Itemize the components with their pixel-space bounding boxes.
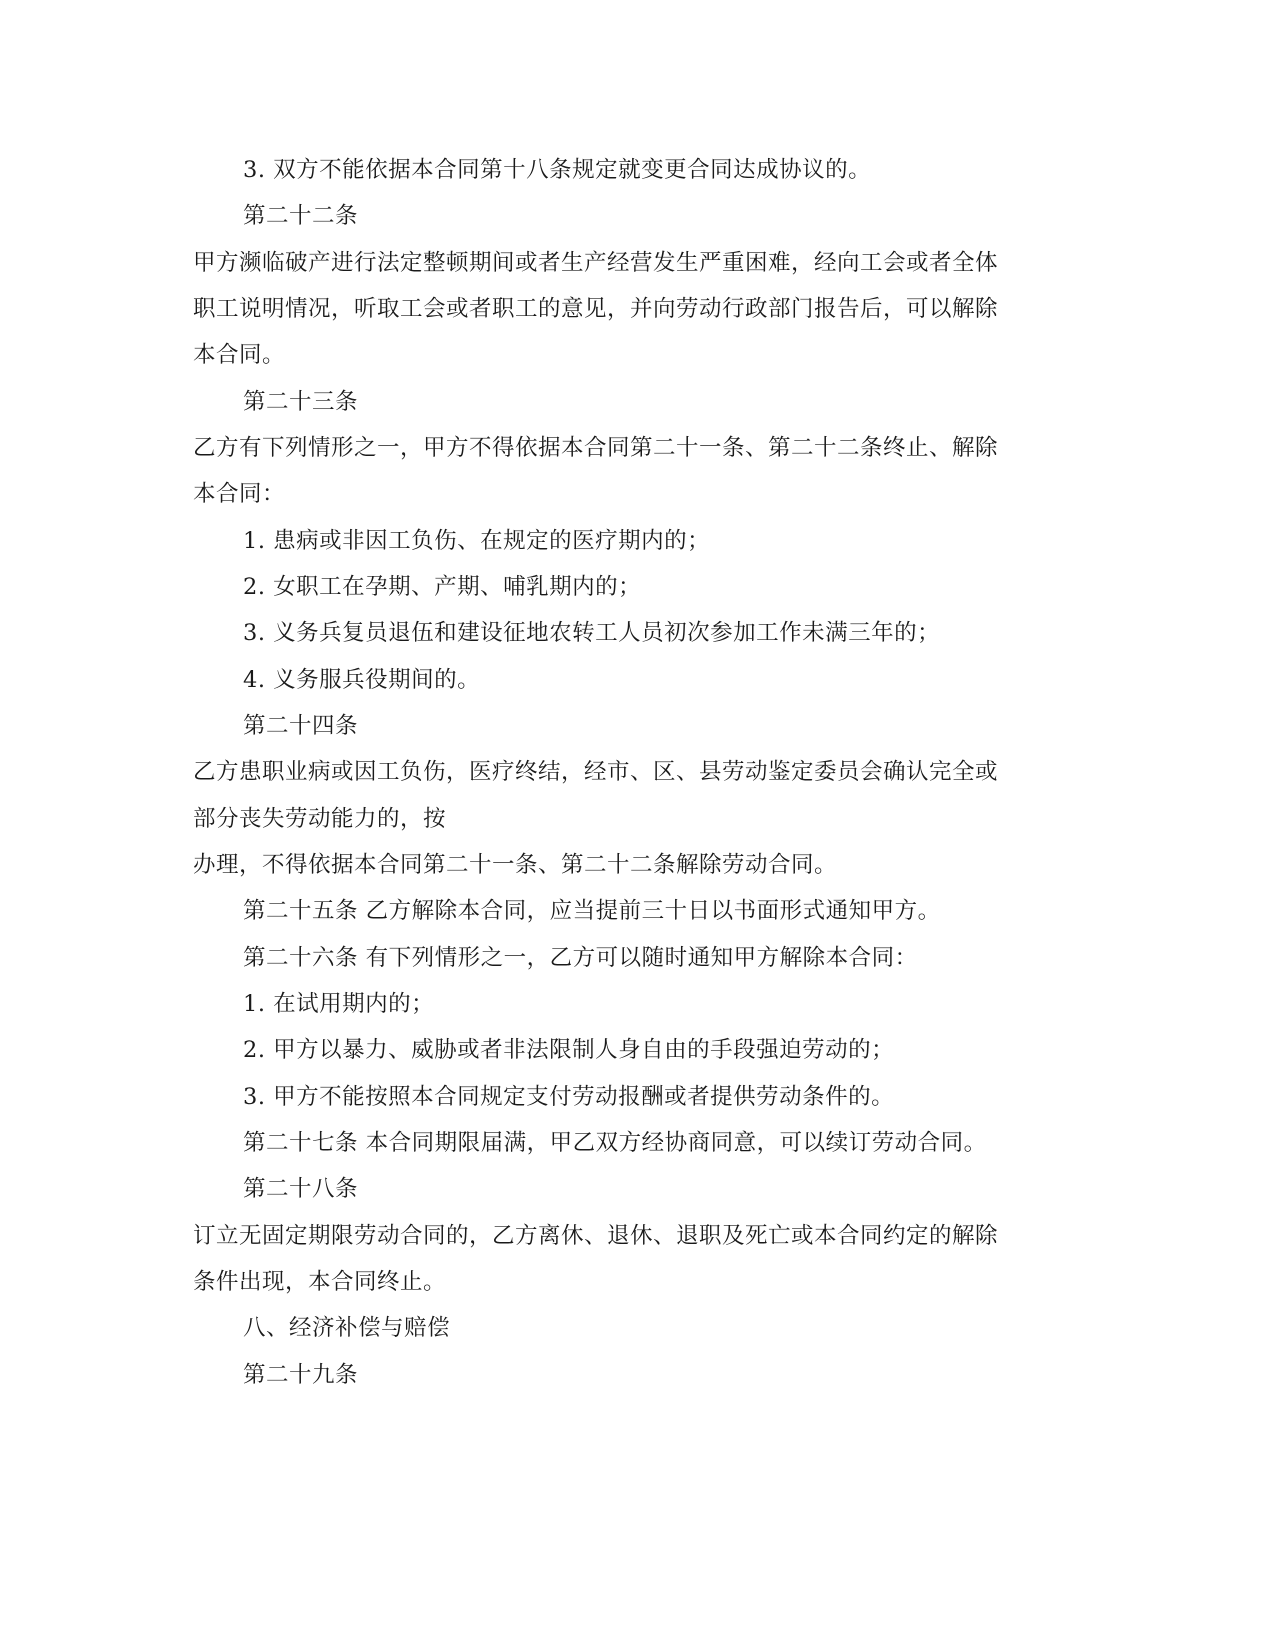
article-23-text-line-2: 本合同： xyxy=(193,481,286,507)
article-28-text-line-1: 订立无固定期限劳动合同的，乙方离休、退休、退职及死亡或本合同约定的解除 xyxy=(193,1223,999,1249)
article-26: 第二十六条 有下列情形之一，乙方可以随时通知甲方解除本合同： xyxy=(243,945,918,971)
article-26-item-1: 1. 在试用期内的； xyxy=(243,991,435,1017)
article-24-text-line-2: 部分丧失劳动能力的，按 xyxy=(193,806,447,832)
clause-21-item-3: 3. 双方不能依据本合同第十八条规定就变更合同达成协议的。 xyxy=(243,157,872,183)
article-29-heading: 第二十九条 xyxy=(243,1362,359,1388)
article-23-text-line-1: 乙方有下列情形之一，甲方不得依据本合同第二十一条、第二十二条终止、解除 xyxy=(193,435,999,461)
article-22-text-line-3: 本合同。 xyxy=(193,342,286,368)
article-28-text-line-2: 条件出现，本合同终止。 xyxy=(193,1269,447,1295)
article-25: 第二十五条 乙方解除本合同，应当提前三十日以书面形式通知甲方。 xyxy=(243,898,941,924)
article-27: 第二十七条 本合同期限届满，甲乙双方经协商同意，可以续订劳动合同。 xyxy=(243,1130,987,1156)
section-8-heading: 八、经济补偿与赔偿 xyxy=(243,1315,451,1341)
article-23-item-3: 3. 义务兵复员退伍和建设征地农转工人员初次参加工作未满三年的； xyxy=(243,620,941,646)
article-22-text-line-2: 职工说明情况，听取工会或者职工的意见，并向劳动行政部门报告后，可以解除 xyxy=(193,296,999,322)
article-23-heading: 第二十三条 xyxy=(243,389,359,415)
article-24-text-line-3: 办理，不得依据本合同第二十一条、第二十二条解除劳动合同。 xyxy=(193,852,838,878)
article-22-text-line-1: 甲方濒临破产进行法定整顿期间或者生产经营发生严重困难，经向工会或者全体 xyxy=(193,250,999,276)
article-22-heading: 第二十二条 xyxy=(243,203,359,229)
article-23-item-4: 4. 义务服兵役期间的。 xyxy=(243,667,481,693)
article-23-item-1: 1. 患病或非因工负伤、在规定的医疗期内的； xyxy=(243,528,711,554)
article-24-text-line-1: 乙方患职业病或因工负伤，医疗终结，经市、区、县劳动鉴定委员会确认完全或 xyxy=(193,759,999,785)
article-26-item-3: 3. 甲方不能按照本合同规定支付劳动报酬或者提供劳动条件的。 xyxy=(243,1084,895,1110)
article-23-item-2: 2. 女职工在孕期、产期、哺乳期内的； xyxy=(243,574,642,600)
article-26-item-2: 2. 甲方以暴力、威胁或者非法限制人身自由的手段强迫劳动的； xyxy=(243,1037,895,1063)
article-24-heading: 第二十四条 xyxy=(243,713,359,739)
article-28-heading: 第二十八条 xyxy=(243,1176,359,1202)
